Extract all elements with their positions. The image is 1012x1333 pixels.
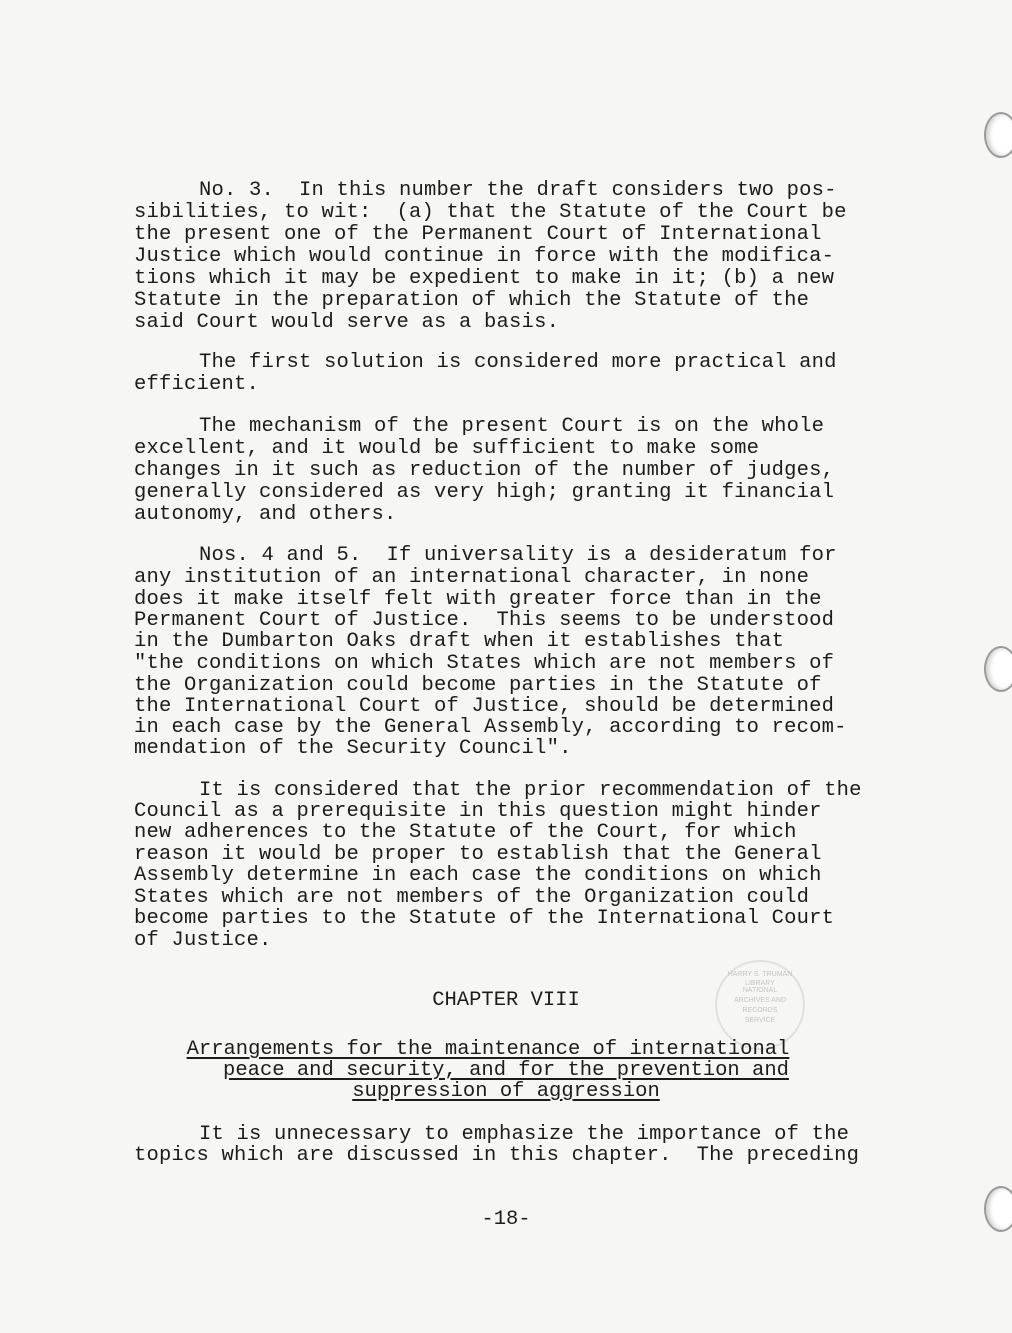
text-line: Permanent Court of Justice. This seems to be understood	[134, 609, 835, 632]
text-line: of Justice.	[134, 929, 272, 952]
text-line: changes in it such as reduction of the number of judges,	[134, 459, 835, 482]
text-line: in each case by the General Assembly, according to recom-	[134, 716, 847, 739]
text-line: Nos. 4 and 5. If universality is a desideratum for	[199, 544, 837, 567]
text-line: Statute in the preparation of which the Statute of the	[134, 289, 810, 312]
text-line: autonomy, and others.	[134, 503, 397, 526]
text-line: reason it would be proper to establish that the General	[134, 843, 822, 866]
text-line: new adherences to the Statute of the Court, for which	[134, 821, 797, 844]
chapter-title-line: peace and security, and for the prevention and	[223, 1059, 789, 1082]
text-line: said Court would serve as a basis.	[134, 311, 560, 334]
text-line: States which are not members of the Organization could	[134, 886, 810, 909]
text-line: in the Dumbarton Oaks draft when it establishes that	[134, 630, 785, 653]
text-line: excellent, and it would be sufficient to make some	[134, 437, 760, 460]
text-line: No. 3. In this number the draft considers two pos-	[199, 179, 837, 202]
text-line: the present one of the Permanent Court of International	[134, 223, 822, 246]
text-line: the International Court of Justice, should be determined	[134, 695, 835, 718]
chapter-heading: CHAPTER VIII	[432, 989, 580, 1012]
text-line: any institution of an international character, in none	[134, 566, 810, 589]
text-line: It is unnecessary to emphasize the importance of the	[199, 1123, 850, 1146]
page-number: -18-	[481, 1208, 531, 1231]
text-line: sibilities, to wit: (a) that the Statute of the Court be	[134, 201, 847, 224]
stamp-text: NATIONAL	[742, 987, 778, 994]
text-line: generally considered as very high; granting it financial	[134, 481, 835, 504]
text-line: does it make itself felt with greater force than in the	[134, 588, 822, 611]
stamp-text: HARRY S. TRUMAN LIBRARY	[727, 971, 793, 987]
text-line: efficient.	[134, 373, 260, 396]
text-line: become parties to the Statute of the International Court	[134, 907, 835, 930]
stamp-text: RECORDS	[742, 1007, 778, 1014]
text-line: Council as a prerequisite in this question might hinder	[134, 800, 822, 823]
punch-hole-middle	[984, 646, 1012, 692]
text-line: The first solution is considered more practical and	[199, 351, 837, 374]
text-line: the Organization could become parties in the Statute of	[134, 674, 822, 697]
text-line: "the conditions on which States which are not members of	[134, 652, 835, 675]
stamp-text: SERVICE	[744, 1017, 776, 1024]
chapter-title-line: Arrangements for the maintenance of international	[186, 1038, 790, 1061]
stamp-text: ARCHIVES AND	[733, 997, 787, 1004]
text-line: topics which are discussed in this chapter. The preceding	[134, 1144, 860, 1167]
text-line: Justice which would continue in force with the modifica-	[134, 245, 835, 268]
text-line: Assembly determine in each case the conditions on which	[134, 864, 822, 887]
chapter-title-line: suppression of aggression	[352, 1080, 660, 1103]
text-line: mendation of the Security Council".	[134, 737, 572, 760]
text-line: tions which it may be expedient to make in it; (b) a new	[134, 267, 835, 290]
text-line: It is considered that the prior recommendation of the	[199, 779, 862, 802]
punch-hole-top	[984, 112, 1012, 158]
text-line: The mechanism of the present Court is on the whole	[199, 415, 825, 438]
